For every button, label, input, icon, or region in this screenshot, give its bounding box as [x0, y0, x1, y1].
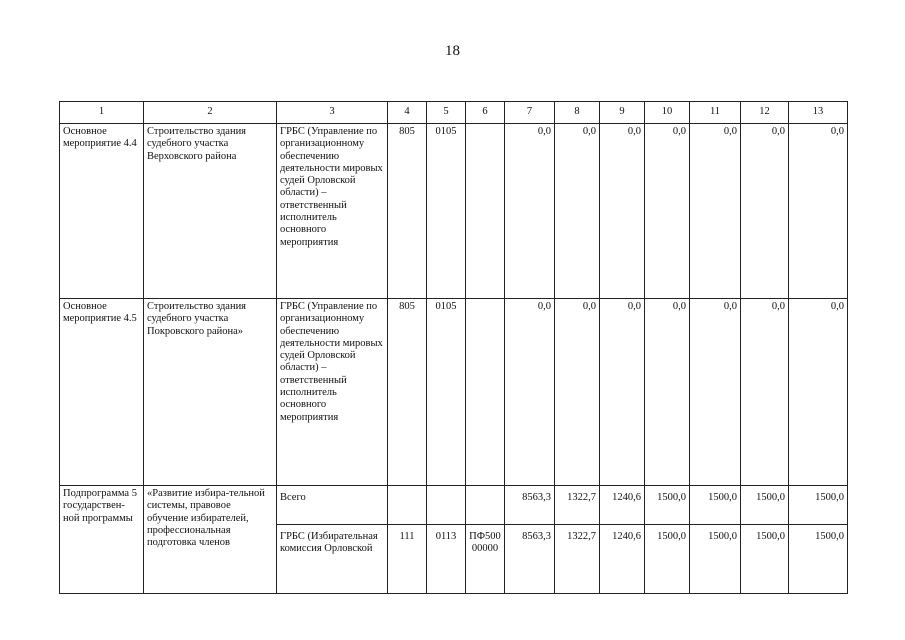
value-cell: 1500,0 [789, 525, 848, 594]
value-cell: 1500,0 [741, 486, 789, 525]
responsible-executor: ГРБС (Управление по организационному обеспечению деятельности мировых судей Орловской области) – ответственный исполнитель основного мероприятия [277, 124, 388, 299]
value-cell: 8563,3 [505, 486, 555, 525]
section-code [427, 486, 466, 525]
value-cell: 1500,0 [645, 525, 690, 594]
header-cell: 9 [600, 102, 645, 124]
value-cell: 0,0 [690, 299, 741, 486]
value-cell: 1500,0 [690, 486, 741, 525]
value-cell: 1500,0 [741, 525, 789, 594]
value-cell: 0,0 [645, 299, 690, 486]
value-cell: 0,0 [600, 299, 645, 486]
value-cell: 1500,0 [789, 486, 848, 525]
activity-name: Основное мероприятие 4.4 [60, 124, 144, 299]
activity-description: Строительство здания судебного участка Покровского района» [144, 299, 277, 486]
budget-table [59, 101, 848, 594]
header-cell: 10 [645, 102, 690, 124]
header-cell: 5 [427, 102, 466, 124]
grbs-code: 111 [388, 525, 427, 594]
value-cell: 0,0 [741, 299, 789, 486]
table-header-row [60, 102, 848, 124]
value-cell: 1500,0 [690, 525, 741, 594]
page-number: 18 [445, 43, 460, 59]
value-cell: 0,0 [789, 124, 848, 299]
subprogram-name: Подпрограмма 5 государствен-ной программы [60, 486, 144, 594]
header-cell: 4 [388, 102, 427, 124]
target-article [466, 486, 505, 525]
value-cell: 0,0 [789, 299, 848, 486]
value-cell: 0,0 [741, 124, 789, 299]
header-cell: 2 [144, 102, 277, 124]
grbs-code [388, 486, 427, 525]
header-cell: 7 [505, 102, 555, 124]
header-cell: 6 [466, 102, 505, 124]
target-article [466, 299, 505, 486]
target-article [466, 124, 505, 299]
table-row [60, 124, 848, 299]
value-cell: 1500,0 [645, 486, 690, 525]
responsible-executor: ГРБС (Избирательная комиссия Орловской [277, 525, 388, 594]
section-code: 0113 [427, 525, 466, 594]
header-cell: 8 [555, 102, 600, 124]
value-cell: 0,0 [555, 299, 600, 486]
header-cell: 13 [789, 102, 848, 124]
value-cell: 0,0 [690, 124, 741, 299]
section-code: 0105 [427, 299, 466, 486]
value-cell: 1240,6 [600, 525, 645, 594]
header-cell: 3 [277, 102, 388, 124]
value-cell: 0,0 [645, 124, 690, 299]
responsible-executor: ГРБС (Управление по организационному обеспечению деятельности мировых судей Орловской области) – ответственный исполнитель основного мероприятия [277, 299, 388, 486]
responsible-executor: Всего [277, 486, 388, 525]
target-article: ПФ50000000 [466, 525, 505, 594]
activity-description: Строительство здания судебного участка Верховского района [144, 124, 277, 299]
grbs-code: 805 [388, 299, 427, 486]
value-cell: 8563,3 [505, 525, 555, 594]
section-code: 0105 [427, 124, 466, 299]
value-cell: 0,0 [600, 124, 645, 299]
subprogram-description: «Развитие избира-тельной системы, правовое обучение избирателей, профессиональная подготовка членов [144, 486, 277, 594]
header-cell: 12 [741, 102, 789, 124]
table-row [60, 486, 848, 525]
value-cell: 0,0 [505, 124, 555, 299]
table-row [60, 299, 848, 486]
activity-name: Основное мероприятие 4.5 [60, 299, 144, 486]
value-cell: 1322,7 [555, 486, 600, 525]
value-cell: 0,0 [555, 124, 600, 299]
header-cell: 11 [690, 102, 741, 124]
value-cell: 1322,7 [555, 525, 600, 594]
grbs-code: 805 [388, 124, 427, 299]
header-cell: 1 [60, 102, 144, 124]
value-cell: 0,0 [505, 299, 555, 486]
value-cell: 1240,6 [600, 486, 645, 525]
